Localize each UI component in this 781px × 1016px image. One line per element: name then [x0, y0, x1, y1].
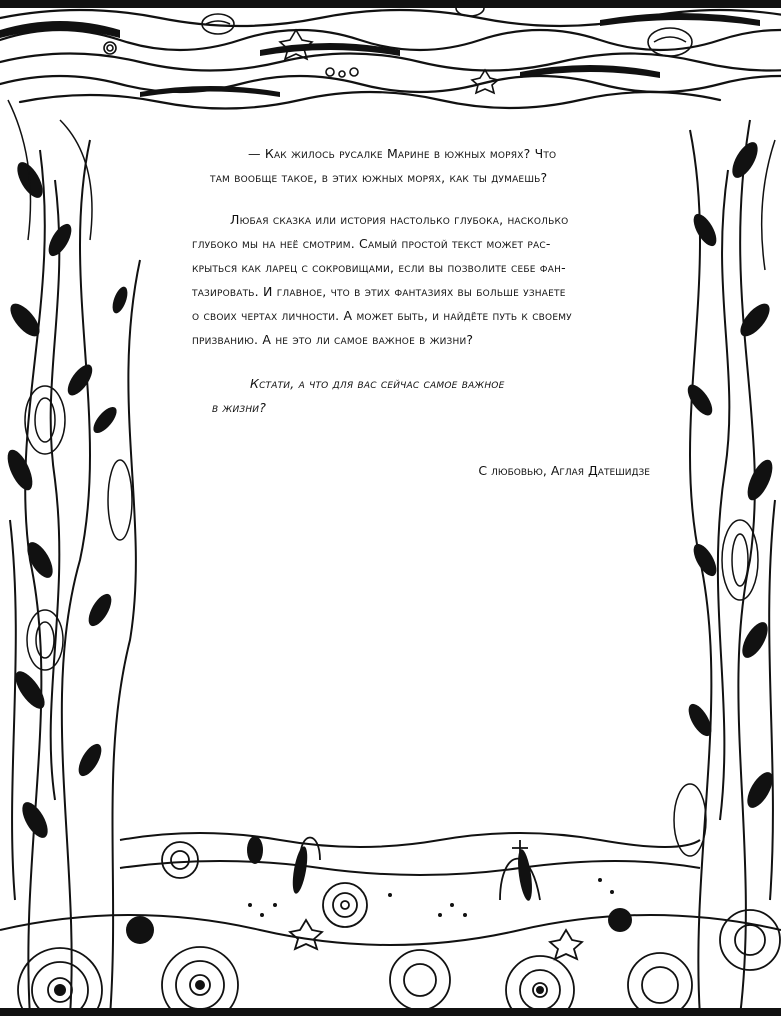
closing-question — [212, 372, 632, 420]
question-line: — Как жилось русалке Марине в южных морях? Что — [248, 146, 557, 161]
body-line: призванию. А не это ли самое важное в жизни? — [192, 332, 474, 347]
body-line: крыться как ларец с сокровищами, если вы позволите себе фан- — [192, 260, 566, 275]
question-line: там вообще такое, в этих южных морях, как ты думаешь? — [210, 170, 548, 185]
body-line: Любая сказка или история настолько глубока, насколько — [230, 212, 569, 227]
closing-line: в жизни? — [212, 400, 267, 415]
closing-line: Кстати, а что для вас сейчас самое важное — [250, 376, 505, 391]
body-line: тазировать. И главное, что в этих фантазиях вы больше узнаете — [192, 284, 566, 299]
body-line: о своих чертах личности. А может быть, и найдёте путь к своему — [192, 308, 572, 323]
question-paragraph — [210, 142, 655, 190]
letter-text-area — [150, 110, 672, 826]
signature: С любовью, Аглая Датешидзе — [478, 463, 650, 478]
body-paragraph — [192, 208, 658, 352]
body-line: глубоко мы на неё смотрим. Самый простой текст может рас- — [192, 236, 551, 251]
